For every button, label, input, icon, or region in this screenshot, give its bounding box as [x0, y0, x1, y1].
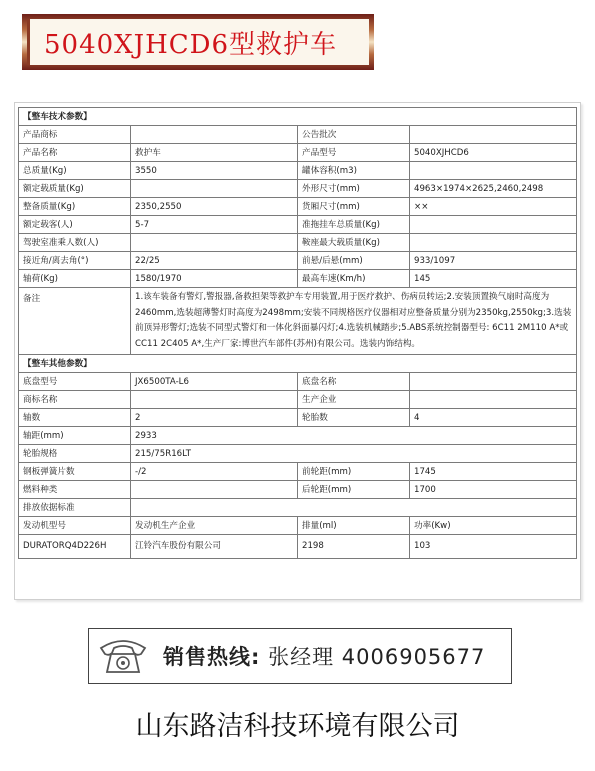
cell-value — [410, 162, 577, 180]
table-row — [19, 481, 577, 499]
notes-row — [19, 288, 577, 355]
cell-label: 轴荷(Kg) — [19, 270, 131, 288]
engine-header-cell: 功率(Kw) — [410, 517, 577, 535]
cell-label: 货厢尺寸(mm) — [298, 198, 410, 216]
cell-label: 罐体容积(m3) — [298, 162, 410, 180]
cell-label: 生产企业 — [298, 391, 410, 409]
cell-value: 1745 — [410, 463, 577, 481]
table-row — [19, 198, 577, 216]
cell-value — [131, 481, 298, 499]
title-banner-inner — [27, 19, 369, 65]
hotline-label: 销售热线: — [163, 645, 261, 669]
cell-label: 燃料种类 — [19, 481, 131, 499]
cell-value: 22/25 — [131, 252, 298, 270]
engine-cell: DURATORQ4D226H — [19, 535, 131, 559]
cell-label: 最高车速(Km/h) — [298, 270, 410, 288]
cell-value: 5-7 — [131, 216, 298, 234]
cell-value: 933/1097 — [410, 252, 577, 270]
cell-value: 1580/1970 — [131, 270, 298, 288]
spec-table — [18, 107, 577, 559]
engine-cell: 2198 — [298, 535, 410, 559]
cell-value: 215/75R16LT — [131, 445, 577, 463]
cell-value — [131, 180, 298, 198]
engine-row — [19, 535, 577, 559]
cell-value — [131, 391, 298, 409]
engine-header-row — [19, 517, 577, 535]
cell-label: 后轮距(mm) — [298, 481, 410, 499]
table-row — [19, 126, 577, 144]
table-row — [19, 373, 577, 391]
engine-header-cell: 排量(ml) — [298, 517, 410, 535]
cell-label: 前悬/后悬(mm) — [298, 252, 410, 270]
cell-label: 底盘型号 — [19, 373, 131, 391]
cell-value — [410, 373, 577, 391]
table-row — [19, 391, 577, 409]
cell-value — [410, 216, 577, 234]
cell-label: 排放依据标准 — [19, 499, 131, 517]
cell-label: 产品名称 — [19, 144, 131, 162]
cell-label: 产品商标 — [19, 126, 131, 144]
cell-value: 145 — [410, 270, 577, 288]
table-row — [19, 445, 577, 463]
hotline-contact: 张经理 4006905677 — [268, 645, 486, 669]
cell-value: 2350,2550 — [131, 198, 298, 216]
cell-label: 总质量(Kg) — [19, 162, 131, 180]
engine-cell: 江铃汽车股份有限公司 — [131, 535, 298, 559]
cell-value — [131, 126, 298, 144]
cell-label: 前轮距(mm) — [298, 463, 410, 481]
table-row — [19, 499, 577, 517]
engine-header-cell: 发动机生产企业 — [131, 517, 298, 535]
cell-value — [410, 234, 577, 252]
notes-label: 备注 — [19, 288, 131, 355]
notes-text: 1.该车装备有警灯,警报器,备救担架等救护车专用装置,用于医疗救护、伤病员转运;2.安装顶置换气扇时高度为2460mm,选装超薄警灯时高度为2498mm;安装不同规格医疗仪器相对应整备质量分别为2350kg,2550kg;3.选装前顶异形警灯;选装不同型式警灯和一体化斜面暴闪灯;4.选装机械踏步;5.ABS系统控制器型号: 6C11 2M110 A*或CC11 2C405 A*,生产厂家:博世汽车部件(苏州)有限公司。选装内饰结构。 — [131, 288, 577, 355]
telephone-icon — [97, 636, 149, 676]
title-banner — [22, 14, 374, 70]
page-title: 5040XJHCD6型救护车 — [44, 29, 338, 60]
cell-label: 轮胎规格 — [19, 445, 131, 463]
engine-cell: 103 — [410, 535, 577, 559]
cell-value: ×× — [410, 198, 577, 216]
cell-label: 轴距(mm) — [19, 427, 131, 445]
cell-value: 5040XJHCD6 — [410, 144, 577, 162]
table-row — [19, 409, 577, 427]
cell-value: 2933 — [131, 427, 577, 445]
cell-value: -/2 — [131, 463, 298, 481]
cell-label: 额定载质量(Kg) — [19, 180, 131, 198]
cell-label: 底盘名称 — [298, 373, 410, 391]
engine-header-cell: 发动机型号 — [19, 517, 131, 535]
section-other-header: 【整车其他参数】 — [19, 355, 577, 373]
table-row — [19, 252, 577, 270]
cell-label: 额定载客(人) — [19, 216, 131, 234]
table-row — [19, 162, 577, 180]
cell-label: 驾驶室准乘人数(人) — [19, 234, 131, 252]
sales-hotline-box — [88, 628, 512, 684]
cell-value: 4 — [410, 409, 577, 427]
cell-value: 救护车 — [131, 144, 298, 162]
table-row — [19, 180, 577, 198]
cell-label: 公告批次 — [298, 126, 410, 144]
cell-label: 商标名称 — [19, 391, 131, 409]
table-row — [19, 270, 577, 288]
table-row — [19, 144, 577, 162]
cell-value: 3550 — [131, 162, 298, 180]
cell-label: 鞍座最大载质量(Kg) — [298, 234, 410, 252]
cell-label: 外形尺寸(mm) — [298, 180, 410, 198]
section-tech-header: 【整车技术参数】 — [19, 108, 577, 126]
table-row — [19, 216, 577, 234]
table-row — [19, 234, 577, 252]
cell-label: 产品型号 — [298, 144, 410, 162]
cell-value: 1700 — [410, 481, 577, 499]
table-row — [19, 427, 577, 445]
cell-label: 轮胎数 — [298, 409, 410, 427]
cell-value — [410, 126, 577, 144]
cell-label: 轴数 — [19, 409, 131, 427]
cell-value: 2 — [131, 409, 298, 427]
company-name: 山东路洁科技环境有限公司 — [135, 711, 460, 742]
cell-value: 4963×1974×2625,2460,2498 — [410, 180, 577, 198]
table-row — [19, 463, 577, 481]
cell-value: JX6500TA-L6 — [131, 373, 298, 391]
cell-value — [131, 499, 577, 517]
cell-value — [131, 234, 298, 252]
cell-label: 整备质量(Kg) — [19, 198, 131, 216]
cell-label: 接近角/离去角(°) — [19, 252, 131, 270]
cell-label: 准拖挂车总质量(Kg) — [298, 216, 410, 234]
cell-value — [410, 391, 577, 409]
cell-label: 钢板弹簧片数 — [19, 463, 131, 481]
hotline-text — [163, 641, 485, 671]
